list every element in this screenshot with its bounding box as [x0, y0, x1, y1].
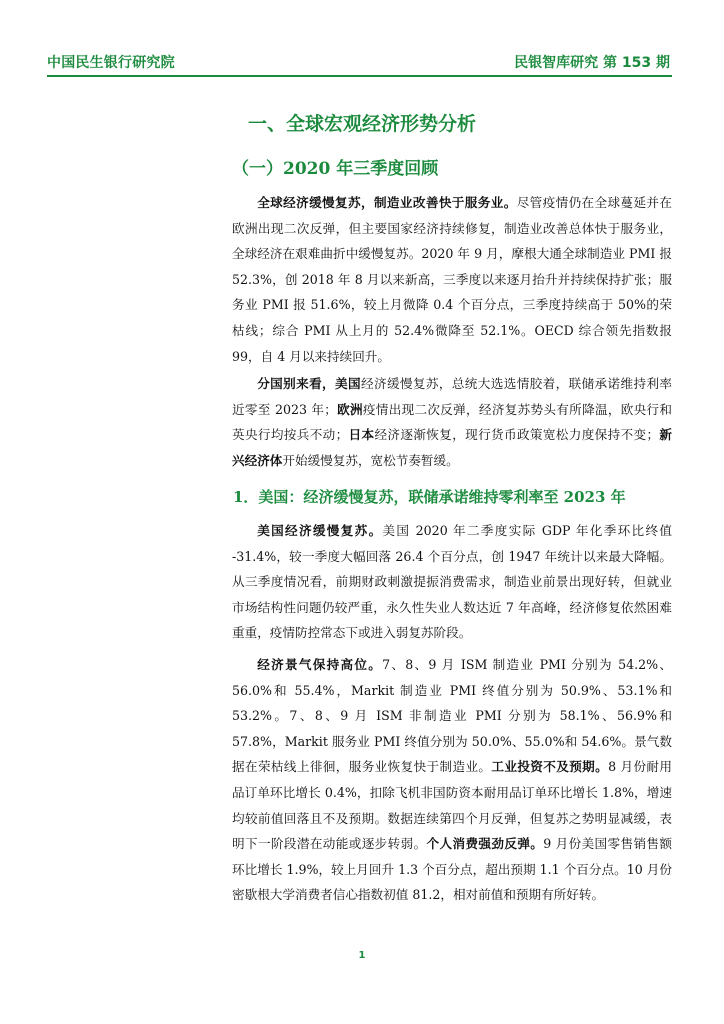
country-text-em: 开始缓慢复苏，宽松节奏暂缓。: [282, 452, 459, 468]
country-text-jp: 经济逐渐恢复，现行货币政策宽松力度保持不变；: [374, 427, 660, 443]
paragraph-lead: 分国别来看，: [257, 376, 336, 391]
paragraph-text: 尽管疫情仍在全球蔓延并在欧洲出现二次反弹，但主要国家经济持续修复，制造业改善总体快于服务业，全球经济在艰难曲折中缓慢复苏。2020 年 9 月，摩根大通全球制造业 PMI 报 52.3%，创 2018 年 8 月以来新高，三季度以来逐月抬升并持续保持扩张；服务业 PMI 报 51.6%，较上月微降 0.4 个百分点，三季度持续高于 50%的荣枯线；综合 PMI 从上月的 52.4%微降至 52.1%。OECD 综合领先指数报 99，自 4 月以来持续回升。: [232, 195, 673, 364]
org-name: 中国民生银行研究院: [47, 55, 175, 71]
page-number: 1: [358, 950, 366, 961]
section-subtitle: （一）2020 年三季度回顾: [232, 159, 439, 179]
paragraph-us-recovery: [232, 518, 672, 646]
country-label-us: 美国: [335, 376, 361, 391]
country-text-us: 经济缓慢复苏，总统大选选情胶着，联储承诺维持利率近零至 2023 年；: [232, 376, 673, 417]
country-label-eu: 欧洲: [336, 401, 363, 417]
paragraph-global-overview: [232, 190, 672, 369]
paragraph-text-pmi: 7、8、9 月 ISM 制造业 PMI 分别为 54.2%、56.0%和 55.4%，Markit 制造业 PMI 终值分别为 50.9%、53.1%和 53.2%。7、8、9 月 ISM 非制造业 PMI 分别为 58.1%、56.9%和 57.8%，Markit 服务业 PMI 终值分别为 50.0%、55.0%和 54.6%。景气数据在荣枯线上徘徊，服务业恢复快于制造业。: [232, 657, 673, 775]
issue-label: 民银智库研究 第 153 期: [514, 55, 670, 71]
country-label-jp: 日本: [348, 427, 375, 443]
paragraph-us-indicators: [232, 652, 672, 908]
page-header: [0, 0, 724, 80]
paragraph-text-investment: 8 月份耐用品订单环比增长 0.4%，扣除飞机非国防资本耐用品订单环比增长 1.8%，增速均较前值回落且不及预期。数据连续第四个月反弹，但复苏之势明显减缓，表明下一阶段潜在动能或逐步转弱。: [232, 759, 672, 852]
section-title: 一、全球宏观经济形势分析: [247, 113, 476, 135]
paragraph-text: 美国 2020 年二季度实际 GDP 年化季环比终值 -31.4%，较一季度大幅回落 26.4 个百分点，创 1947 年统计以来最大降幅。从三季度情况看，前期财政刺激提振消费需求，制造业前景出现好转，但就业市场结构性问题仍较严重，永久性失业人数达近 7 年高峰，经济修复依然困难重重，疫情防控常态下或进入弱复苏阶段。: [232, 523, 672, 641]
paragraph-lead-consumption: 个人消费强劲反弹。: [426, 836, 544, 852]
paragraph-by-country: [232, 371, 672, 473]
header-rule: [47, 75, 672, 77]
paragraph-lead-investment: 工业投资不及预期。: [491, 759, 609, 775]
subsection-heading-us: 1．美国：经济缓慢复苏，联储承诺维持零利率至 2023 年: [233, 488, 626, 506]
paragraph-lead-pmi: 经济景气保持高位。: [257, 657, 383, 672]
country-text-eu: 疫情出现二次反弹，经济复苏势头有所降温，欧央行和英央行均按兵不动；: [232, 401, 673, 443]
paragraph-lead: 美国经济缓慢复苏。: [257, 523, 383, 538]
paragraph-text-consumption: 9 月份美国零售销售额环比增长 1.9%，较上月回升 1.3 个百分点，超出预期 1.1 个百分点。10 月份密歇根大学消费者信心指数初值 81.2，相对前值和预期有所好转。: [232, 836, 672, 903]
paragraph-lead: 全球经济缓慢复苏，制造业改善快于服务业。: [257, 195, 517, 210]
country-label-em: 新兴经济体: [232, 427, 673, 468]
